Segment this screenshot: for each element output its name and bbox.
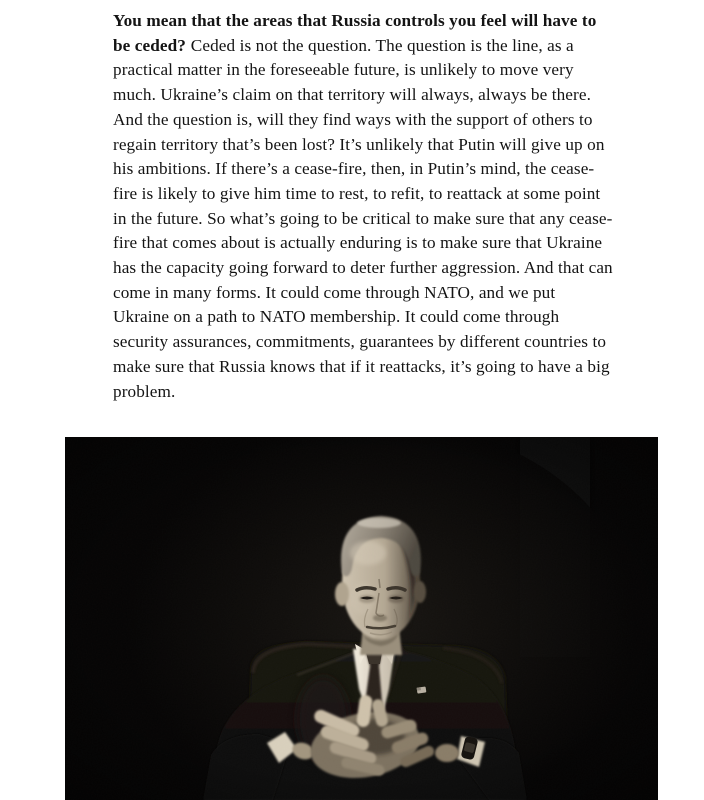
portrait-illustration — [65, 437, 658, 800]
portrait-photo — [65, 437, 658, 800]
article-paragraph — [113, 9, 615, 404]
interviewee-answer: Ceded is not the question. The question is the line, as a practical matter in the foreseeable future, is unlikely to move very much. Ukraine’s claim on that territory will always, always be there. And the question is, will they find ways with the support of others to regain territory that’s been lost? It’s unlikely that Putin will give up on his ambitions. If there’s a cease-fire, then, in Putin’s mind, the cease-fire is likely to give him time to rest, to refit, to reattack at some point in the future. So what’s going to be critical to make sure that any cease-fire that comes about is actually enduring is to make sure that Ukraine has the capacity going forward to deter further aggression. And that can come in many forms. It could come through NATO, and we put Ukraine on a path to NATO membership. It could come through security assurances, commitments, guarantees by different countries to make sure that Russia knows that if it reattacks, it’s going to have a big problem. — [113, 35, 613, 401]
interviewer-question: You mean that the areas that Russia controls you feel will have to be ceded? — [113, 11, 597, 55]
